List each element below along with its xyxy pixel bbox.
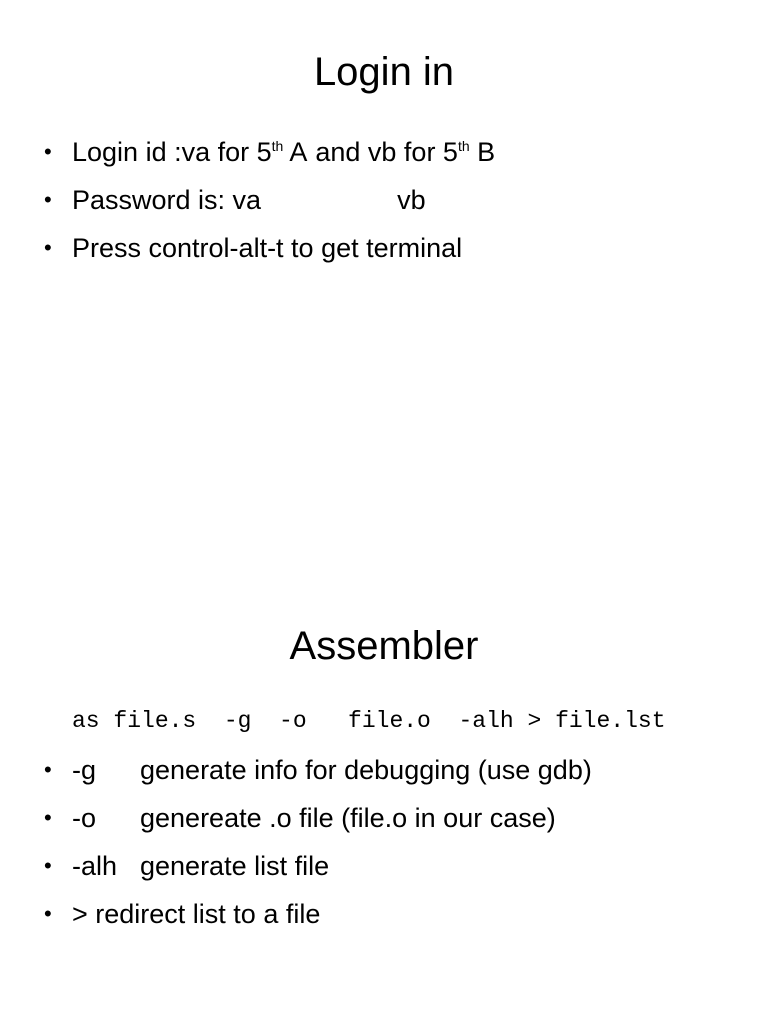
slide-assembler (0, 576, 768, 1024)
terminal-text: Press control-alt-t to get terminal (72, 233, 463, 263)
bullet-dot: • (44, 901, 52, 926)
option-flag: -o (72, 803, 97, 833)
login-id-text: Login id :va for 5 (72, 137, 272, 167)
option-flag: -g (72, 755, 97, 785)
bullet-terminal (44, 224, 495, 272)
bullet-option-g (44, 746, 592, 794)
password-text: Password is: va (72, 185, 262, 215)
slide-title-login: Login in (313, 50, 455, 94)
login-id-section-b: B (469, 137, 496, 167)
password-vb: vb (397, 185, 426, 215)
option-description: generate list file (140, 851, 330, 881)
redirect-text: > redirect list to a file (72, 899, 321, 929)
bullet-list-login (44, 128, 495, 272)
assembler-command: as file.s -g -o file.o -alh > file.lst (72, 708, 666, 734)
bullet-option-o (44, 794, 592, 842)
superscript-th: th (271, 138, 284, 154)
bullet-dot: • (44, 139, 52, 164)
superscript-th: th (457, 138, 470, 154)
bullet-dot: • (44, 805, 52, 830)
bullet-option-alh (44, 842, 592, 890)
option-description: generate info for debugging (use gdb) (140, 755, 592, 785)
bullet-redirect (44, 890, 592, 938)
slide-title-assembler: Assembler (289, 624, 479, 668)
option-flag: -alh (72, 851, 118, 881)
bullet-dot: • (44, 757, 52, 782)
bullet-list-assembler (44, 746, 592, 938)
login-id-section-a: A (283, 137, 308, 167)
bullet-dot: • (44, 187, 52, 212)
bullet-dot: • (44, 853, 52, 878)
bullet-password (44, 176, 495, 224)
login-id-vb-text: and vb for 5 (315, 137, 458, 167)
bullet-dot: • (44, 235, 52, 260)
bullet-login-id (44, 128, 495, 176)
option-description: genereate .o file (file.o in our case) (140, 803, 556, 833)
